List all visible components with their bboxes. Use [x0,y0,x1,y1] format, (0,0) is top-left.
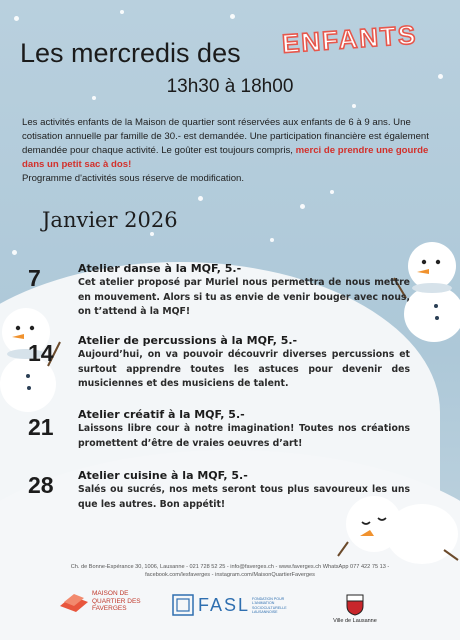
event-day: 7 [28,265,41,291]
snowflake-icon [14,16,19,21]
house-icon [60,592,90,612]
footer-contact [0,563,460,579]
intro-paragraph [22,116,442,186]
lausanne-logo [330,592,380,626]
event-title: Atelier danse à la MQF, 5.- [78,262,242,275]
snowflake-icon [270,238,274,242]
snowflake-icon [198,196,203,201]
mqf-logo-text: MAISON DE QUARTIER DES FAVERGES [92,590,141,612]
event-description: Salés ou sucrés, nos mets seront tous plus savoureux les uns que les autres. Bon appétit! [78,484,410,510]
event-description: Cet atelier proposé par Muriel nous permettra de nous mettre en mouvement. Alors si tu as envie de venir bouger avec nous, on t’attend à la MQF! [78,277,410,317]
opening-hours: 13h30 à 18h00 [166,76,294,97]
event-description: Laissons libre cour à notre imagination! Toutes nos créations promettent d’être de vraies oeuvres d’art! [78,423,410,449]
fasl-logo [172,592,302,622]
lausanne-logo-text: Ville de Lausanne [333,618,377,624]
snowflake-icon [330,190,334,194]
fasl-subtitle: FONDATION POUR L'ANIMATION SOCIOCULTURELLE LAUSANNOISE [252,597,287,615]
event-title: Atelier cuisine à la MQF, 5.- [78,469,248,482]
event-day: 21 [28,414,54,440]
snowflake-icon [352,104,356,108]
title-highlight: ENFANTS [281,19,419,59]
event-title: Atelier de percussions à la MQF, 5.- [78,334,298,347]
intro-text: Les activités enfants de la Maison de quartier sont réservées aux enfants de 6 à 9 ans. Une cotisation annuelle par famille de 30.- est demandée. Une participation financière est également demandée pour chaque activité. Le goûter est toujours compris, [22,117,429,156]
snowflake-icon [120,10,124,14]
fasl-wordmark: FASL [198,595,251,615]
snowflake-icon [300,204,305,209]
month-heading: Janvier 2026 [42,208,178,232]
footer-contact-line: Ch. de Bonne-Espérance 30, 1006, Lausanne - 021 728 52 25 - info@faverges.ch - www.faverges.ch WhatsApp 077 422 75 13 - [70,564,390,570]
coat-of-arms-icon [346,594,364,616]
event-description: Aujourd’hui, on va pouvoir découvrir diverses percussions et surtout apprendre toutes les astuces pour devenir des musiciennes et des musiciens de talent. [78,349,410,389]
fasl-mark-icon [172,594,194,616]
event-title: Atelier créatif à la MQF, 5.- [78,408,245,421]
snowflake-icon [12,250,17,255]
event-day: 28 [28,472,54,498]
mqf-logo [60,588,170,624]
intro-highlight: merci de prendre une gourde dans un petit sac à dos! [22,145,429,170]
snowflake-icon [150,232,154,236]
footer-contact-line: facebook.com/lesfaverges - instagram.com/MaisonQuartierFaverges [145,572,315,578]
snowflake-icon [230,14,235,19]
intro-note: Programme d'activités sous réserve de modification. [22,173,245,184]
event-day: 14 [28,340,54,366]
page-title: Les mercredis des [20,38,241,68]
